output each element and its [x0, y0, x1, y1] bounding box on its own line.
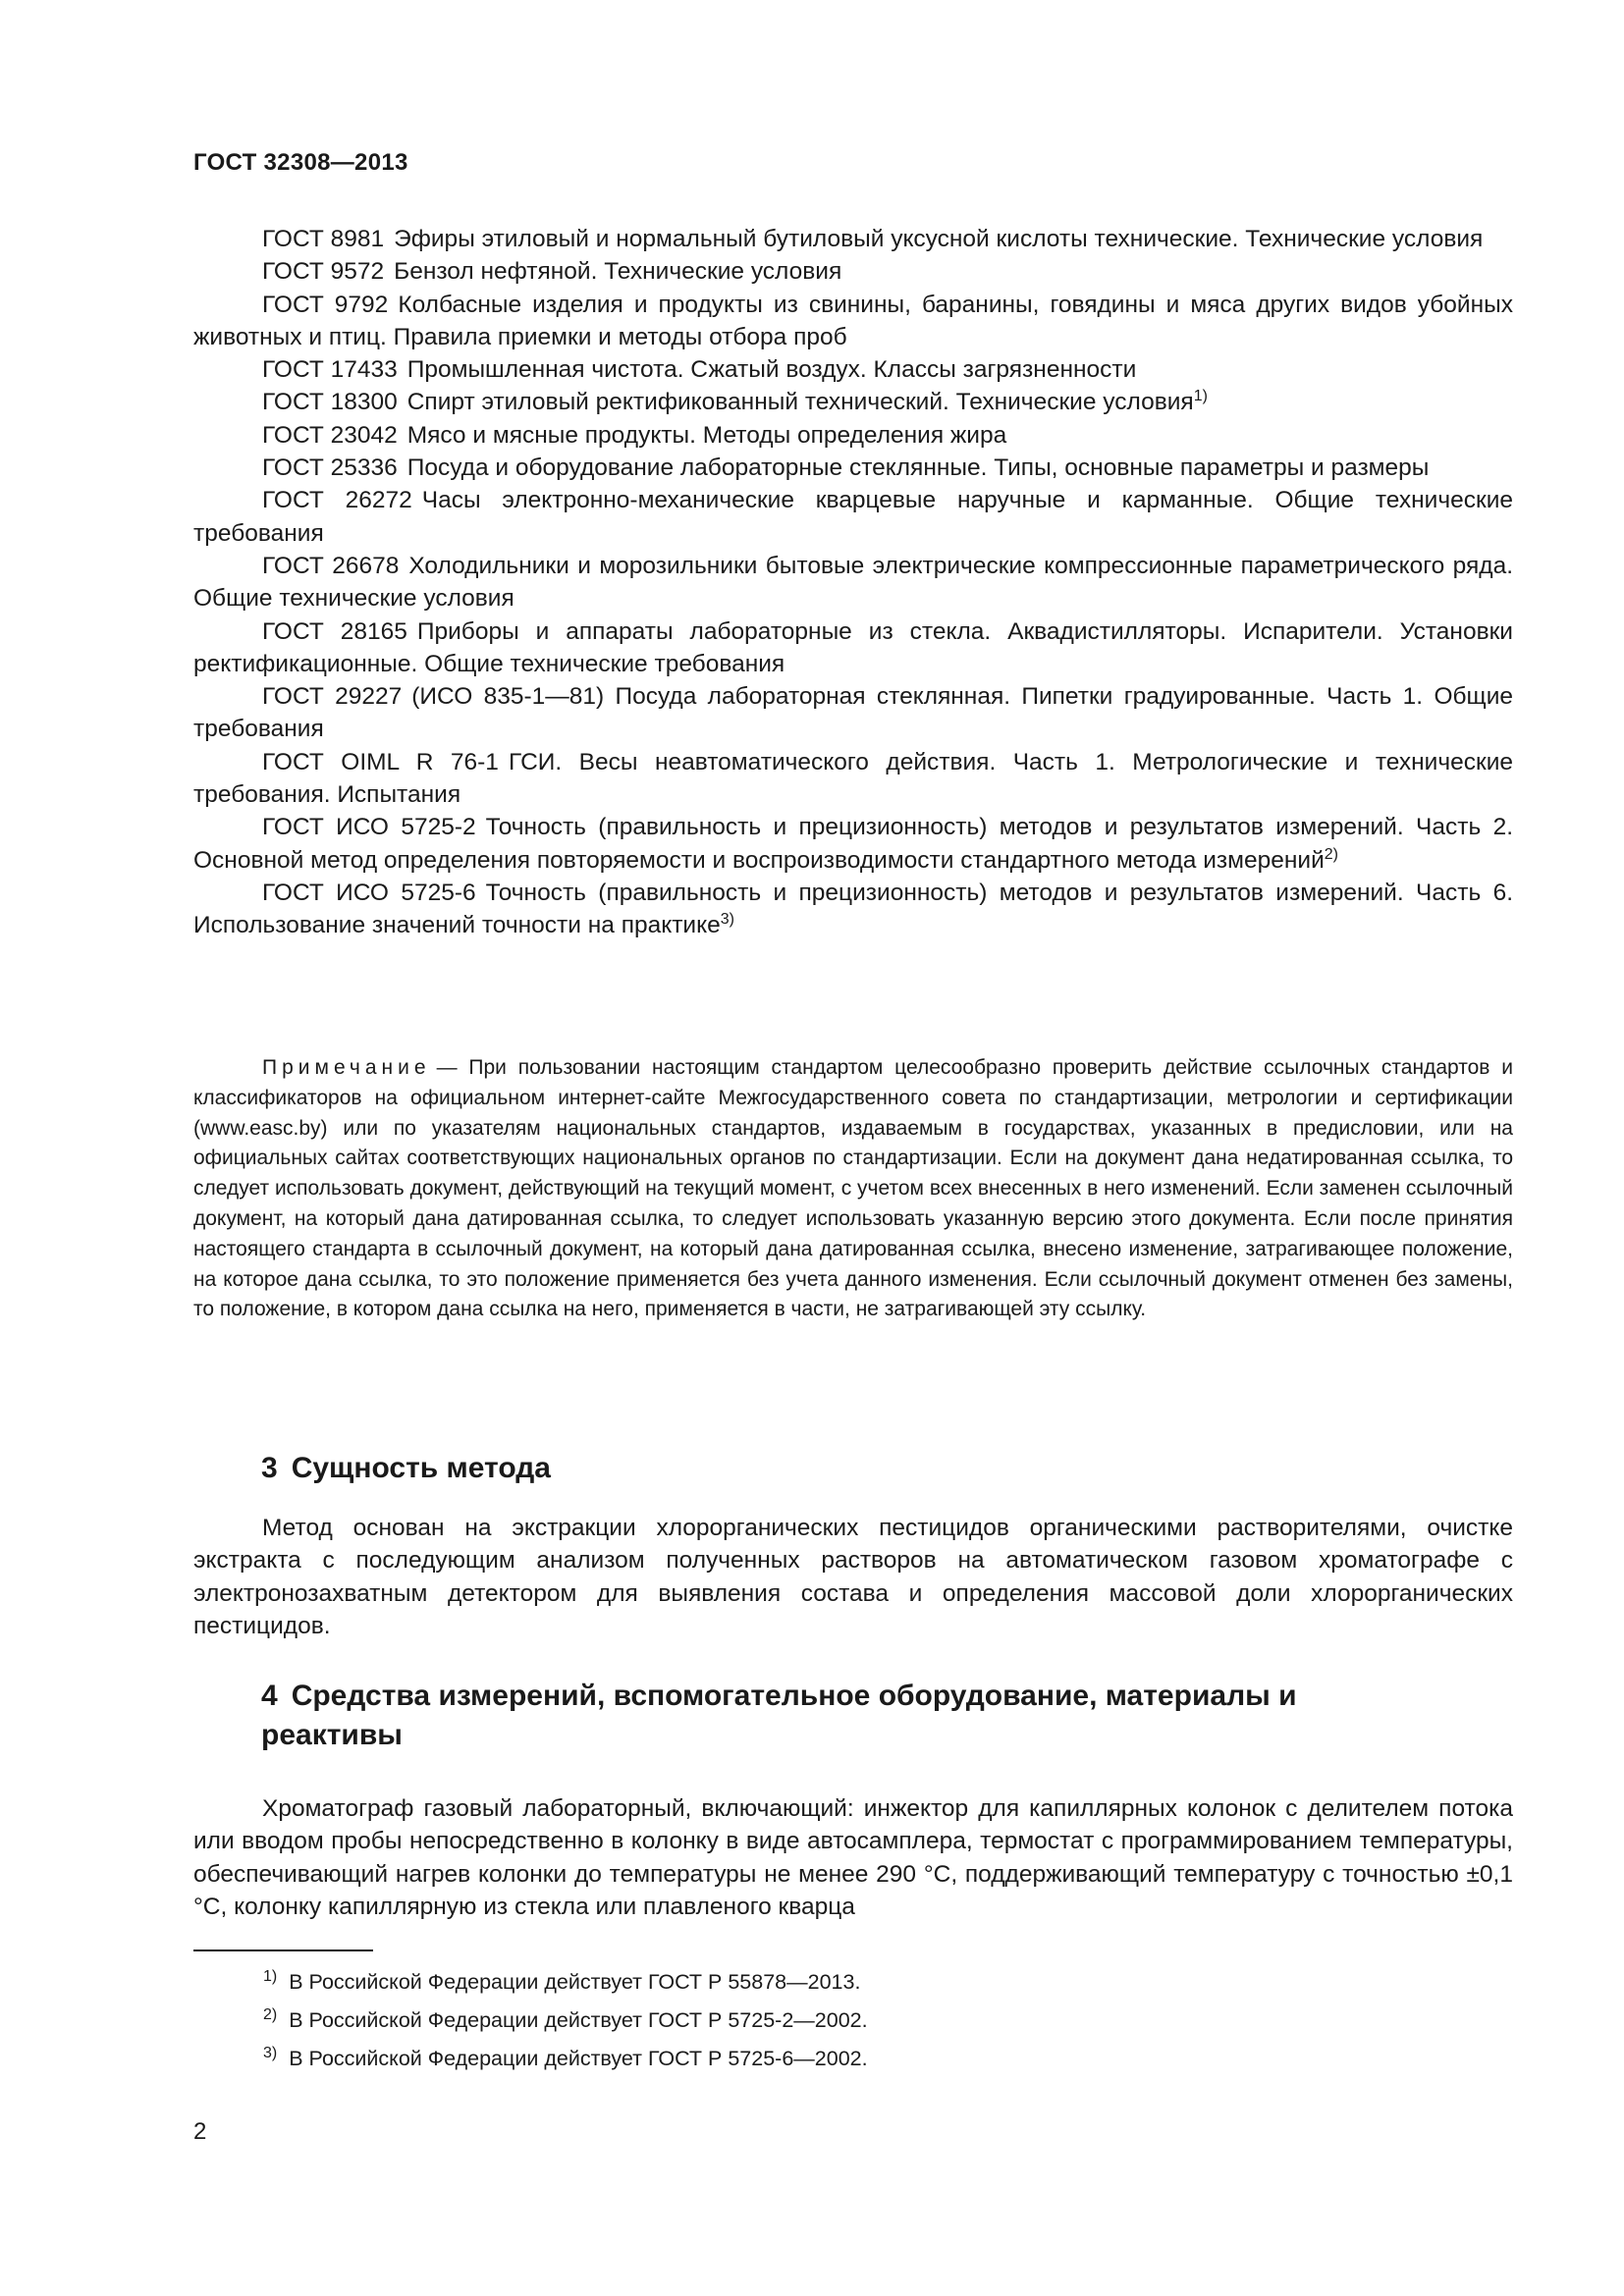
note-text: — При пользовании настоящим стандартом целесообразно проверить действие ссылочных стандартов и классификаторов на официальном интернет-сайте Межгосударственного совета по стандартизации, метрологии и сертификации (www.easc.by) или по указателям национальных стандартов, издаваемым в государствах, указанных в предисловии, или на официальных сайтах соответствующих национальных органов по стандартизации. Если на документ дана недатированная ссылка, то следует использовать документ, действующий на текущий момент, с учетом всех внесенных в него изменений. Если заменен ссылочный документ, на который дана датированная ссылка, то следует использовать указанную версию этого документа. Если после принятия настоящего стандарта в ссылочный документ, на который дана датированная ссылка, внесено изменение, затрагивающее положение, на которое дана ссылка, то это положение применяется без учета данного изменения. Если ссылочный документ отменен без замены, то положение, в котором дана ссылка на него, применяется в части, не затрагивающей эту ссылку.: [193, 1056, 1513, 1321]
footnote-item: [263, 2041, 868, 2077]
reference-title: Промышленная чистота. Сжатый воздух. Классы загрязненности: [406, 356, 1137, 384]
normative-references-list: [193, 223, 1513, 942]
reference-title: Приборы и аппараты лабораторные из стекла. Аквадистилляторы. Испарители. Установки ректификационные. Общие технические требования: [193, 617, 1513, 677]
section-number: 4: [261, 1680, 278, 1712]
reference-code: ГОСТ 9572: [262, 258, 385, 286]
reference-title: Холодильники и морозильники бытовые электрические компрессионные параметрического ряда. Общие технические условия: [193, 552, 1514, 613]
footnote-item: [263, 2002, 868, 2039]
reference-code: ГОСТ 9792: [262, 291, 389, 318]
reference-title: Посуда и оборудование лабораторные стеклянные. Типы, основные параметры и размеры: [406, 454, 1430, 482]
reference-title: Спирт этиловый ректификованный технический. Технические условия: [406, 389, 1194, 416]
section-3-heading: [261, 1449, 551, 1488]
reference-title: Мясо и мясные продукты. Методы определения жира: [406, 421, 1007, 449]
reference-title: Эфиры этиловый и нормальный бутиловый уксусной кислоты технические. Технические условия: [394, 226, 1484, 252]
reference-code: ГОСТ 25336: [262, 454, 398, 482]
reference-item: [193, 452, 1513, 484]
footnote-mark: 1): [263, 1968, 278, 1985]
reference-code: ГОСТ 18300: [262, 389, 398, 416]
footnotes: [263, 1964, 868, 2079]
page-number: 2: [193, 2118, 207, 2145]
reference-item: [193, 680, 1513, 746]
references-note: [193, 1053, 1513, 1325]
reference-item: [193, 223, 1513, 255]
reference-title: Часы электронно-механические кварцевые наручные и карманные. Общие технические требования: [193, 487, 1514, 547]
section-title: Сущность метода: [291, 1452, 551, 1484]
reference-code: ГОСТ 8981: [262, 226, 385, 252]
section-4-heading: [261, 1677, 1420, 1755]
reference-code: ГОСТ 23042: [262, 421, 398, 449]
reference-item: [193, 550, 1513, 615]
reference-item: [193, 484, 1513, 550]
footnote-text: В Российской Федерации действует ГОСТ Р 5725-6—2002.: [289, 2047, 868, 2070]
footnote-ref[interactable]: 3): [720, 911, 734, 929]
reference-title: Колбасные изделия и продукты из свинины, баранины, говядины и мяса других видов убойных животных и птиц. Правила приемки и методы отбора проб: [193, 291, 1513, 350]
reference-code: ГОСТ 29227: [262, 683, 403, 711]
document-header: ГОСТ 32308—2013: [193, 149, 408, 176]
footnote-text: В Российской Федерации действует ГОСТ Р 55878—2013.: [289, 1970, 861, 1994]
footnote-ref[interactable]: 1): [1193, 388, 1208, 405]
reference-title: Бензол нефтяной. Технические условия: [394, 258, 842, 286]
reference-code: ГОСТ ИСО 5725-6: [262, 879, 476, 906]
footnote-separator: [193, 1949, 373, 1951]
reference-title: Точность (правильность и прецизионность) методов и результатов измерений. Часть 6. Использование значений точности на практике: [193, 879, 1514, 939]
section-title: Средства измерений, вспомогательное оборудование, материалы и реактивы: [261, 1680, 1297, 1751]
reference-title: Точность (правильность и прецизионность) методов и результатов измерений. Часть 2. Основной метод определения повторяемости и воспроизводимости стандартного метода измерений: [193, 814, 1514, 874]
reference-item: [193, 255, 1513, 288]
section-4-paragraph: Хроматограф газовый лабораторный, включающий: инжектор для капиллярных колонок с делителем потока или вводом пробы непосредственно в колонку в виде автосамплера, термостат с программированием температуры, обеспечивающий нагрев колонки до температуры не менее 290 °С, поддерживающий температуру с точностью ±0,1 °С, колонку капиллярную из стекла или плавленого кварца: [193, 1795, 1513, 1920]
section-3-paragraph: Метод основан на экстракции хлорорганических пестицидов органическими растворителями, очистке экстракта с последующим анализом полученных растворов на автоматическом газовом хроматографе с электронозахватным детектором для выявления состава и определения массовой доли хлорорганических пестицидов.: [193, 1515, 1513, 1639]
reference-code: ГОСТ 26272: [262, 487, 412, 514]
reference-code: ГОСТ 28165: [262, 617, 407, 645]
reference-code: ГОСТ ИСО 5725-2: [262, 814, 476, 841]
reference-code: ГОСТ OIML R 76-1: [262, 748, 499, 775]
footnote-item: [263, 1964, 868, 2001]
section-number: 3: [261, 1452, 278, 1484]
reference-item: [193, 419, 1513, 452]
footnote-mark: 2): [263, 2006, 278, 2023]
reference-code: ГОСТ 26678: [262, 552, 400, 579]
reference-code: ГОСТ 17433: [262, 356, 398, 384]
reference-item: [193, 746, 1513, 812]
reference-item: [193, 386, 1513, 418]
reference-item: [193, 353, 1513, 386]
reference-item: [193, 877, 1513, 942]
footnote-ref[interactable]: 2): [1324, 845, 1339, 863]
reference-title: ГСИ. Весы неавтоматического действия. Часть 1. Метрологические и технические требования. Испытания: [193, 748, 1514, 809]
reference-title: (ИСО 835-1—81) Посуда лабораторная стеклянная. Пипетки градуированные. Часть 1. Общие требования: [193, 683, 1514, 743]
reference-item: [193, 615, 1513, 681]
footnote-text: В Российской Федерации действует ГОСТ Р 5725-2—2002.: [289, 2008, 868, 2032]
note-label: Примечание: [262, 1056, 431, 1079]
reference-item: [193, 289, 1513, 354]
footnote-mark: 3): [263, 2045, 278, 2061]
reference-item: [193, 811, 1513, 877]
